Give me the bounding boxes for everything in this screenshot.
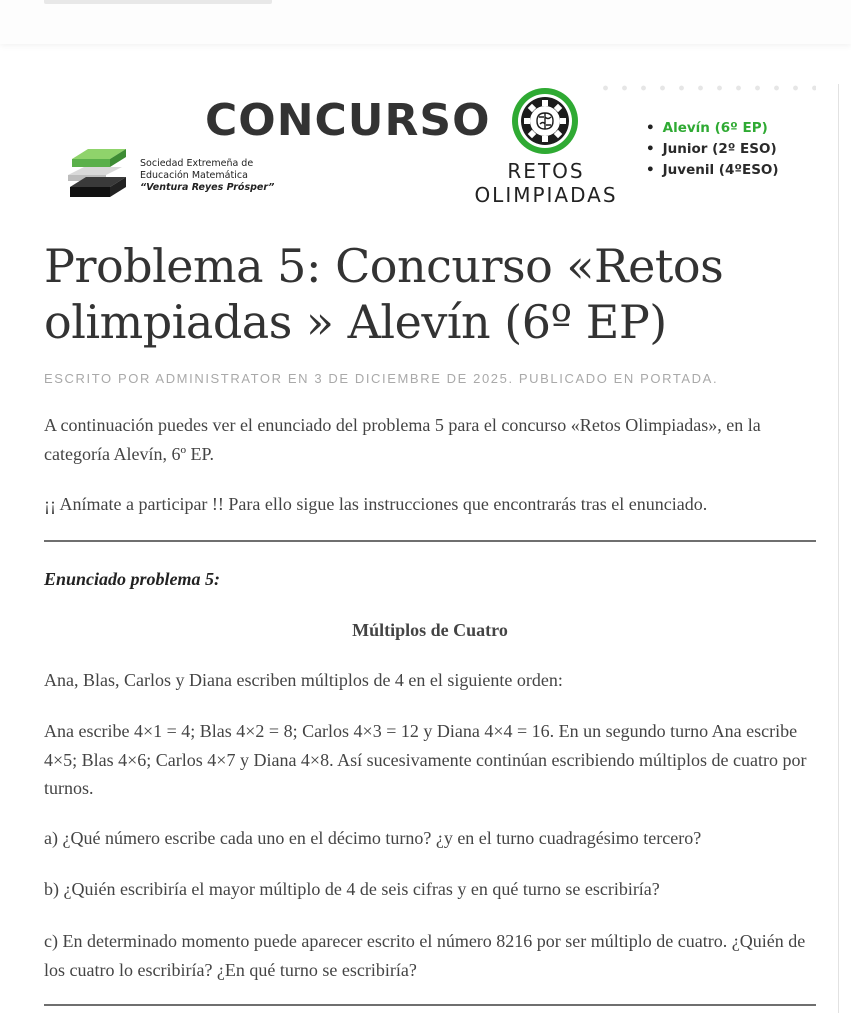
site-header xyxy=(0,0,851,44)
problem-paragraph: Ana, Blas, Carlos y Diana escriben múltiplos de 4 en el siguiente orden: xyxy=(44,670,563,690)
society-line: Sociedad Extremeña de xyxy=(140,158,254,169)
banner-olimpiadas: OLIMPIADAS xyxy=(474,183,618,207)
post-title: Problema 5: Concurso «Retos olimpiadas » Alevín (6º EP) xyxy=(44,239,724,349)
category-list xyxy=(646,118,826,181)
problem-title: Múltiplos de Cuatro xyxy=(352,620,508,640)
invite-paragraph: ¡¡ Anímate a participar !! Para ello sigue las instrucciones que encontrarás tras el enunciado. xyxy=(44,494,708,514)
society-name xyxy=(140,158,290,194)
divider xyxy=(44,540,816,542)
gear-brain-icon xyxy=(510,86,580,156)
banner-retos: RETOS xyxy=(507,159,585,183)
intro-paragraph: A continuación puedes ver el enunciado del problema 5 para el concurso «Retos Olimpiadas», en la categoría Alevín, 6º EP. xyxy=(44,415,761,464)
category-item: • Alevín (6º EP) xyxy=(646,118,826,139)
decorative-dots xyxy=(596,83,816,93)
question-c: c) En determinado momento puede aparecer escrito el número 8216 por ser múltiplo de cuatro. ¿Quién de los cuatro lo escribiría? ¿En qué turno se escribiría? xyxy=(44,931,806,980)
society-line: “Ventura Reyes Prósper” xyxy=(140,182,275,193)
content-divider xyxy=(838,84,839,1013)
section-label: Enunciado problema 5: xyxy=(44,569,221,589)
divider xyxy=(44,1004,816,1006)
banner-title: CONCURSO xyxy=(205,95,491,146)
post-meta[interactable]: ESCRITO POR ADMINISTRATOR EN 3 DE DICIEMBRE DE 2025. PUBLICADO EN PORTADA. xyxy=(44,371,719,386)
society-line: Educación Matemática xyxy=(140,170,248,181)
header-nav-fragment[interactable] xyxy=(44,0,272,4)
category-item: • Juvenil (4ºESO) xyxy=(646,160,826,181)
question-a: a) ¿Qué número escribe cada uno en el décimo turno? ¿y en el turno cuadragésimo tercero? xyxy=(44,828,702,848)
question-b: b) ¿Quién escribiría el mayor múltiplo de 4 de seis cifras y en qué turno se escribiría? xyxy=(44,879,660,899)
category-item: • Junior (2º ESO) xyxy=(646,139,826,160)
problem-paragraph: Ana escribe 4×1 = 4; Blas 4×2 = 8; Carlos 4×3 = 12 y Diana 4×4 = 16. En un segundo turno Ana escribe 4×5; Blas 4×6; Carlos 4×7 y Diana 4×8. Así sucesivamente continúan escribiendo múltiplos de cuatro por turnos. xyxy=(44,721,807,798)
society-logo-icon xyxy=(64,147,134,199)
